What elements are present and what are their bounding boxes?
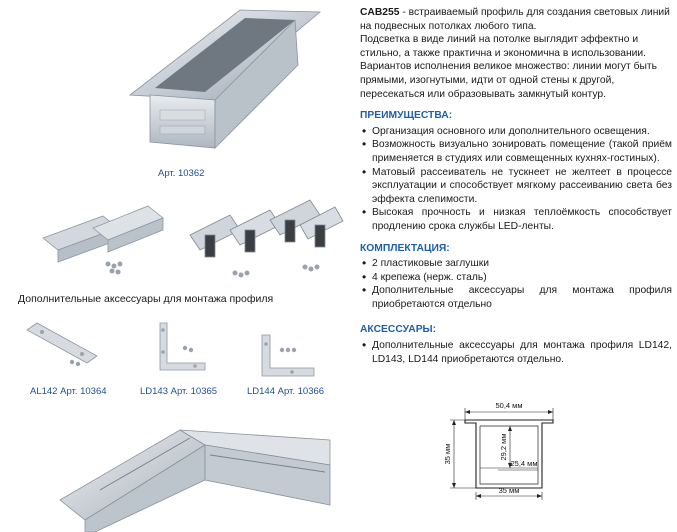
intro-paragraph: CAB255 - встраиваемый профиль для создания световых линий на подвесных потолках любого типа. [360,7,670,32]
list-item: • Организация основного или дополнительного освещения. [360,125,672,139]
accessories-heading: Дополнительные аксессуары для монтажа профиля [18,293,274,305]
al142-caption: AL142 Арт. 10364 [30,386,107,397]
description-paragraph: Подсветка в виде линий на потолке выглядит эффектно и стильно, а также практична и экономична в использовании. Вариантов исполнения великое множество: линии могут быть прямыми, изогнутыми, идти от одной стены к другой, пересекаться или образовывать замкнутый контур. [360,34,657,100]
list-item: • 2 пластиковые заглушки [360,257,672,271]
dim-top-label: 50,4 мм [495,401,523,410]
list-item: • 4 крепежа (нерж. сталь) [360,271,672,285]
bracket-set-image [38,198,168,278]
list-item: • Матовый рассеиватель не тускнеет не желтеет в процессе эксплуатации и способствует мягкому рассеиванию света без эффекта слепимости. [360,166,672,207]
list-item: • Дополнительные аксессуары для монтажа профиля LD142, LD143, LD144 приобретаются отдельно. [360,339,672,366]
dim-inner-height-label: 29,2 мм [499,433,508,461]
dim-left-label: 35 мм [443,443,452,465]
profile-image [120,0,325,150]
list-item: • Дополнительные аксессуары для монтажа профиля приобретаются отдельно [360,284,672,311]
list-item: • Возможность визуально зонировать помещение (такой приём применяется в студиях или совмещенных кухнях-гостиных). [360,138,672,165]
ld144-corner-image [252,330,322,380]
dim-inner-width-label: 25,4 мм [510,459,538,468]
profile-dimension-drawing [440,398,580,502]
corner-assembly-image [40,410,340,532]
ld143-caption: LD143 Арт. 10365 [140,386,218,397]
advantages-list [360,125,672,234]
profile-caption: Арт. 10362 [158,168,205,179]
product-name: CAB255 [360,7,400,18]
ld144-caption: LD144 Арт. 10366 [247,386,325,397]
advantages-title: ПРЕИМУЩЕСТВА: [360,110,453,122]
mounting-clips-image [185,195,345,285]
accessories-title: АКСЕССУАРЫ: [360,324,437,336]
kit-list [360,257,672,311]
dim-bottom-label: 35 мм [498,486,520,495]
description-column [360,6,672,366]
accessories-list [360,339,672,366]
al142-connector-image [22,318,102,368]
ld143-corner-image [145,318,215,378]
kit-title: КОМПЛЕКТАЦИЯ: [360,242,450,254]
list-item: • Высокая прочность и низкая теплоёмкость способствует продлению срока службы LED-ленты. [360,206,672,233]
